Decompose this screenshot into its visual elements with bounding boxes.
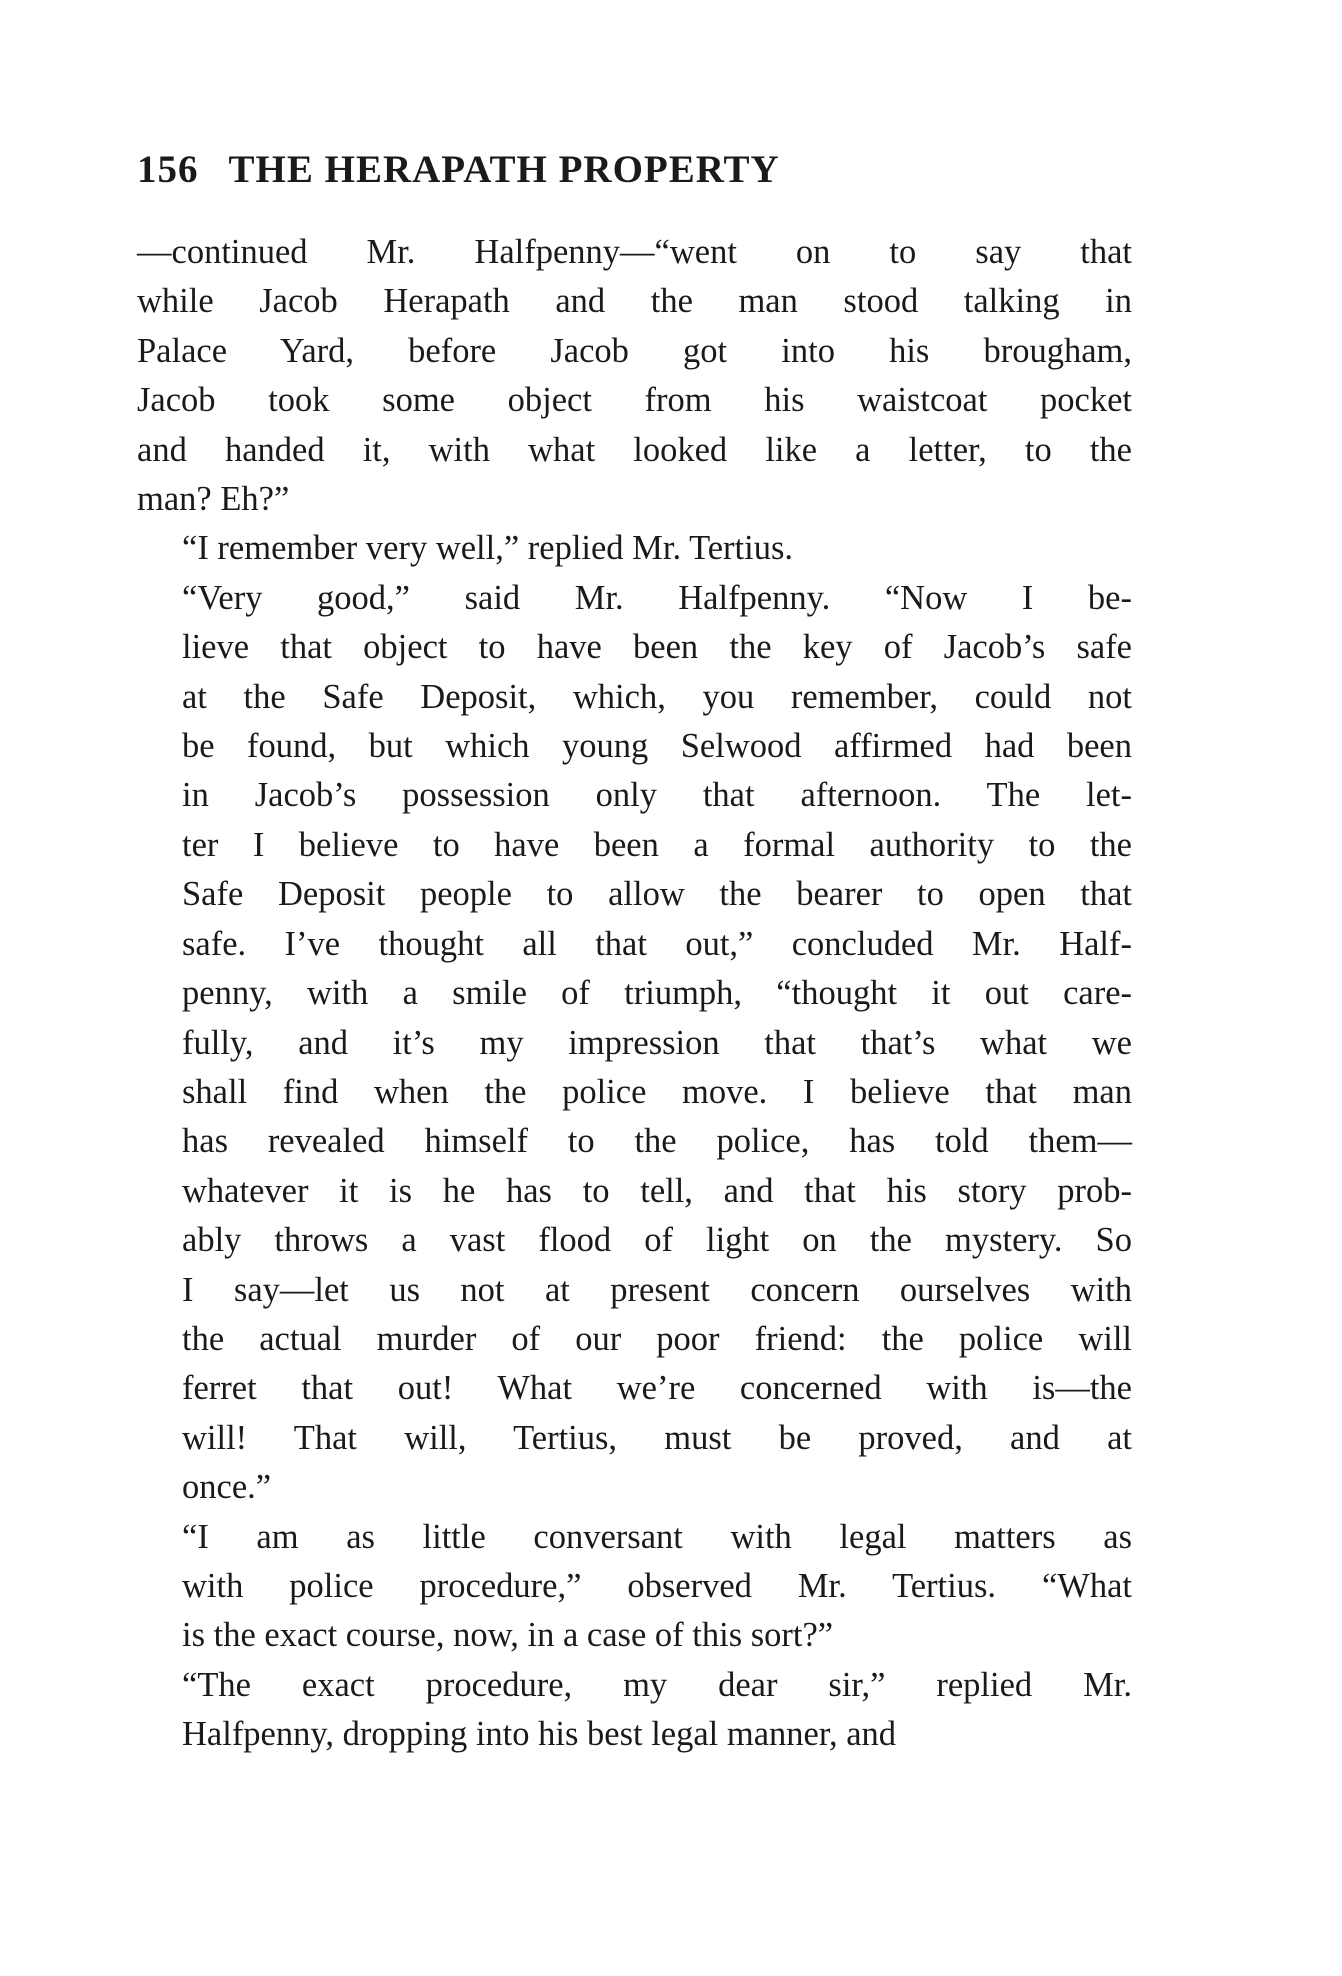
text-line: Halfpenny, dropping into his best legal manner, and [182, 1715, 897, 1754]
text-line: and handed it, with what looked like a letter, to the [137, 430, 1132, 469]
text-line: Safe Deposit people to allow the bearer to open that [182, 875, 1132, 914]
text-line: —continued Mr. Halfpenny—“went on to say that [137, 233, 1132, 271]
text-line: with police procedure,” observed Mr. Tertius. “What [182, 1566, 1132, 1605]
paragraph [137, 1513, 1132, 1661]
text-line: be found, but which young Selwood affirmed had been [182, 727, 1132, 766]
text-line: ter I believe to have been a formal authority to the [182, 825, 1132, 864]
text-line: I say—let us not at present concern ourselves with [182, 1270, 1132, 1309]
text-line: once.” [182, 1468, 272, 1507]
text-line: the actual murder of our poor friend: the police will [182, 1319, 1132, 1358]
text-line: ferret that out! What we’re concerned with is—the [182, 1369, 1132, 1408]
paragraph [137, 228, 1132, 524]
text-line: has revealed himself to the police, has told them— [182, 1122, 1132, 1161]
paragraph [137, 524, 1132, 573]
text-line: Palace Yard, before Jacob got into his brougham, [137, 331, 1132, 370]
page-number: 156 [137, 148, 199, 191]
text-line: in Jacob’s possession only that afternoon. The let- [182, 776, 1132, 815]
text-line: safe. I’ve thought all that out,” concluded Mr. Half- [182, 924, 1132, 963]
text-line: “I remember very well,” replied Mr. Tertius. [182, 529, 794, 568]
paragraph [137, 574, 1132, 1513]
text-line: whatever it is he has to tell, and that his story prob- [182, 1171, 1132, 1210]
text-line: Jacob took some object from his waistcoat pocket [137, 381, 1132, 420]
text-line: will! That will, Tertius, must be proved, and at [182, 1418, 1132, 1457]
text-line: “The exact procedure, my dear sir,” replied Mr. [182, 1665, 1132, 1704]
text-line: is the exact course, now, in a case of this sort?” [182, 1616, 834, 1655]
body-text [137, 228, 1132, 1760]
text-line: “I am as little conversant with legal matters as [182, 1517, 1132, 1556]
text-line: penny, with a smile of triumph, “thought it out care- [182, 974, 1132, 1013]
text-line: “Very good,” said Mr. Halfpenny. “Now I be- [182, 578, 1132, 617]
text-line: lieve that object to have been the key of Jacob’s safe [182, 628, 1132, 667]
text-line: at the Safe Deposit, which, you remember, could not [182, 677, 1132, 716]
text-line: ably throws a vast flood of light on the mystery. So [182, 1221, 1132, 1260]
paragraph [137, 1661, 1132, 1760]
text-line: while Jacob Herapath and the man stood talking in [137, 282, 1132, 321]
running-header [137, 150, 780, 189]
text-line: shall find when the police move. I believe that man [182, 1072, 1132, 1111]
running-title: THE HERAPATH PROPERTY [228, 148, 780, 191]
text-line: man? Eh?” [137, 480, 290, 519]
text-line: fully, and it’s my impression that that’s what we [182, 1023, 1132, 1062]
